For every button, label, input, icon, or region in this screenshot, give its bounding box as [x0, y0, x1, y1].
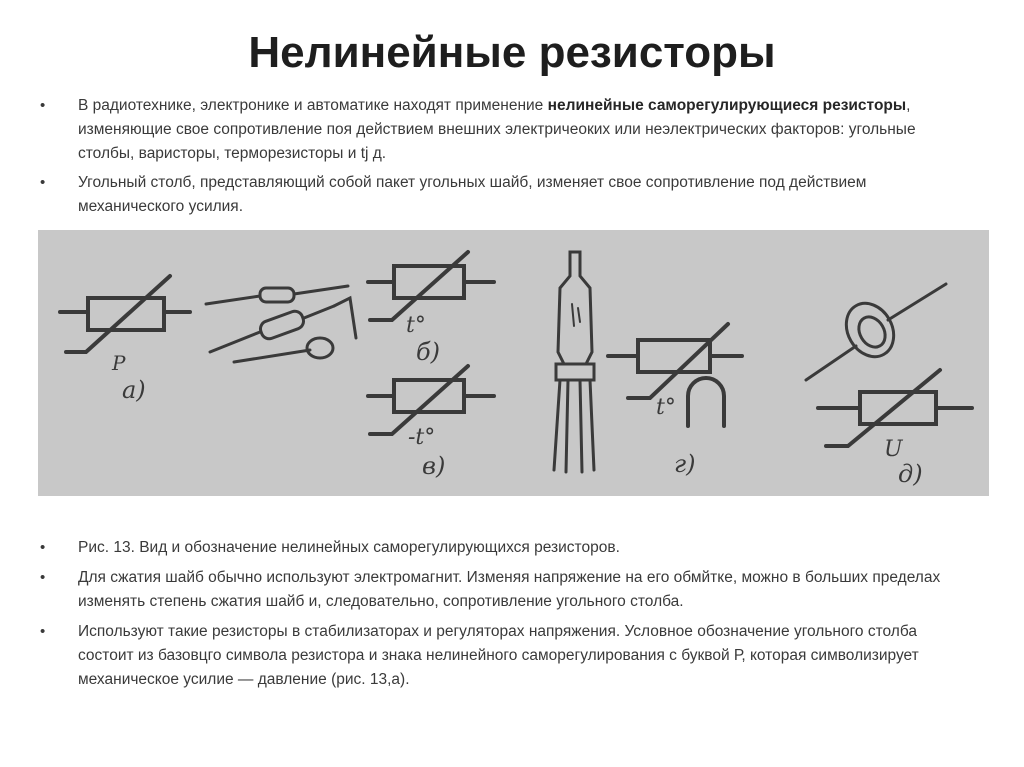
label-b-symbol: t°: [406, 313, 426, 338]
label-g-symbol: t°: [656, 395, 676, 420]
outro-bullet-list: [38, 536, 958, 692]
varistor-symbol: [818, 370, 972, 446]
outro-bullet-3: • Используют такие резисторы в стабилизаторах и регуляторах напряжения. Условное обозначение угольного столба состоит из базовцго символа резистора и знака нелинейного саморегулирования с буквой Р, которая символизирует механическое усилие — давление (рис. 13,а).: [38, 620, 958, 692]
resistor-figure: [38, 230, 989, 496]
bullet-text: Угольный столб, представляющий собой пакет угольных шайб, изменяет свое сопротивление под действием механического усилия.: [78, 174, 867, 215]
label-v-caption: в): [422, 452, 446, 480]
varistor-disc: [806, 284, 946, 380]
intro-bullet-list: [38, 94, 958, 219]
label-d-symbol: U: [884, 437, 903, 462]
intro-bullet-1: [38, 94, 958, 166]
label-d-caption: д): [898, 460, 923, 488]
bullet-text: , изменяющие свое сопротивление поя действием внешних электричеоких или неэлектрических факторов: угольные столбы, варисторы, терморезисторы и tj д.: [78, 97, 916, 162]
label-g-caption: г): [674, 450, 696, 478]
intro-bullet-2: [38, 171, 958, 219]
figure-caption: • Рис. 13. Вид и обозначение нелинейных саморегулирующихся резисторов.: [38, 536, 958, 560]
outro-bullet-2: • Для сжатия шайб обычно используют электромагнит. Изменяя напряжение на его обмйтке, можно в больших пределах изменять степень сжатия шайб и, следовательно, сопротивление угольного столба.: [38, 566, 958, 614]
resistor-physical-views: [206, 286, 356, 362]
label-a-symbol: P: [112, 351, 126, 375]
thermistor-symbol-v: [368, 366, 494, 434]
label-v-symbol: -t°: [408, 425, 436, 450]
bullet-text-bold: нелинейные саморегулирующиеся резисторы: [547, 97, 907, 114]
bullet-text: В радиотехнике, электронике и автоматике находят применение: [78, 97, 548, 114]
resistor-figure-drawing: [38, 230, 989, 496]
carbon-column-symbol: [60, 276, 190, 352]
bulb-thermistor: [554, 252, 594, 472]
label-b-caption: б): [416, 338, 441, 366]
page-title: Нелинейные резисторы: [248, 28, 776, 77]
thermistor-symbol-b: [368, 252, 494, 320]
label-a-caption: а): [122, 376, 146, 404]
